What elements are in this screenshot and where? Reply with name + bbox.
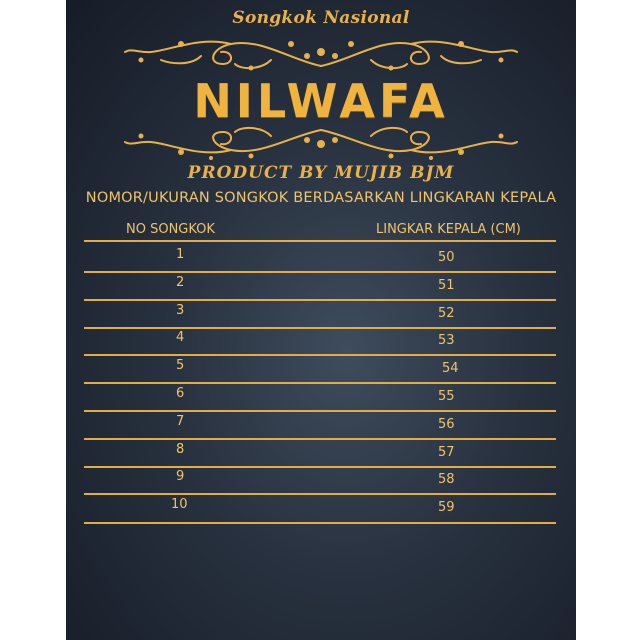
- column-header-lingkar-kepala: LINGKAR KEPALA (CM): [376, 222, 521, 237]
- table-bottom-rule: [84, 522, 556, 524]
- row-songkok-number: 1: [176, 247, 185, 262]
- row-head-circumference: 56: [438, 416, 455, 432]
- row-songkok-number: 3: [176, 302, 185, 318]
- product-by-line: PRODUCT BY MUJIB BJM: [187, 163, 455, 183]
- table-row-divider: [84, 327, 556, 329]
- row-songkok-number: 5: [176, 358, 185, 374]
- row-songkok-number: 2: [176, 274, 185, 290]
- row-songkok-number: 4: [176, 330, 185, 346]
- row-songkok-number: 8: [176, 441, 185, 457]
- row-songkok-number: 7: [176, 413, 185, 429]
- row-head-circumference: 53: [438, 333, 455, 349]
- column-header-no-songkok: NO SONGKOK: [126, 222, 215, 237]
- row-head-circumference: 55: [438, 389, 455, 404]
- brand-name: NILWAFA: [193, 74, 449, 128]
- brand-subtitle: Songkok Nasional: [232, 8, 410, 28]
- table-rule: [84, 240, 556, 242]
- row-head-circumference: 59: [438, 500, 455, 516]
- table-heading: NOMOR/UKURAN SONGKOK BERDASARKAN LINGKARAN KEPALA: [85, 190, 557, 206]
- row-head-circumference: 52: [438, 305, 455, 321]
- row-songkok-number: 9: [176, 469, 185, 485]
- row-head-circumference: 58: [438, 472, 455, 488]
- table-row-divider: [84, 299, 556, 301]
- row-head-circumference: 57: [438, 444, 455, 460]
- row-songkok-number: 6: [176, 386, 185, 401]
- table-row-divider: [84, 438, 556, 440]
- table-row-divider: [84, 354, 556, 356]
- size-chart-poster: [66, 0, 576, 640]
- row-head-circumference: 51: [438, 277, 455, 293]
- table-row-divider: [84, 271, 556, 273]
- bottom-flourish-ornament: [66, 124, 576, 164]
- table-row-divider: [84, 410, 556, 412]
- table-row-divider: [84, 466, 556, 468]
- table-row-divider: [84, 493, 556, 495]
- row-head-circumference: 54: [442, 361, 459, 377]
- row-songkok-number: 10: [171, 497, 188, 513]
- table-row-divider: [84, 382, 556, 384]
- top-flourish-ornament: [66, 30, 576, 74]
- row-head-circumference: 50: [438, 250, 455, 265]
